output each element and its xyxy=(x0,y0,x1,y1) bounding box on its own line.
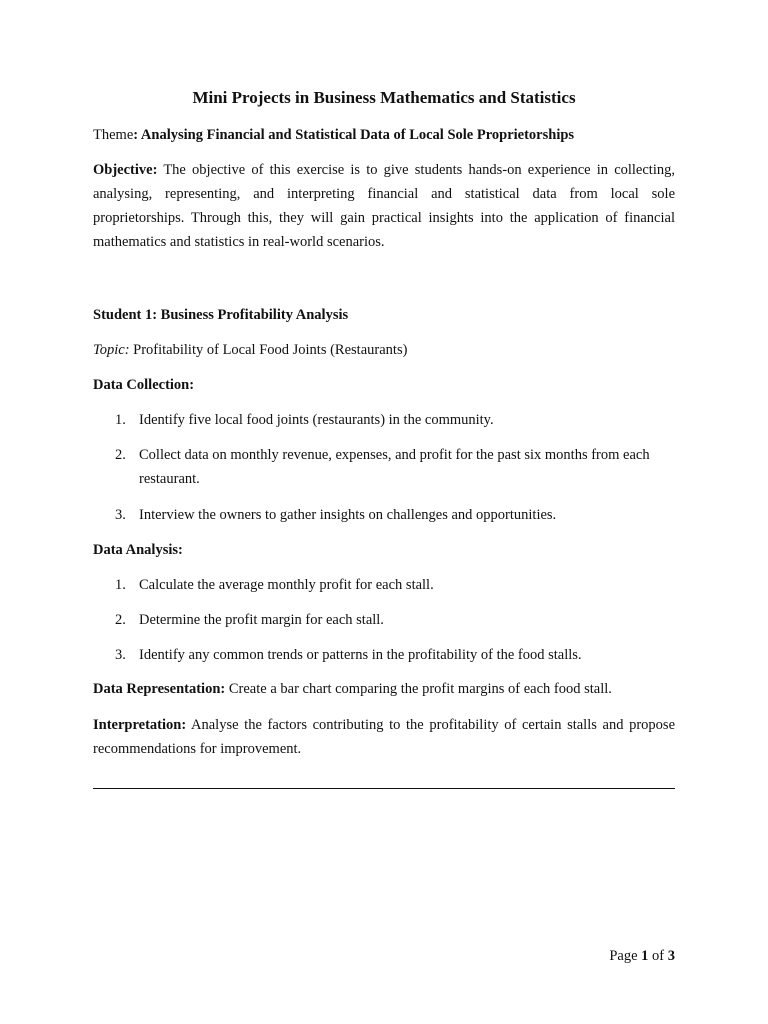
page-word: Page xyxy=(609,948,642,964)
section-divider xyxy=(93,788,675,789)
list-item-text: Collect data on monthly revenue, expenses, and profit for the past six months from each restaurant. xyxy=(139,447,650,487)
theme-label: Theme xyxy=(93,127,134,143)
data-representation-label: Data Representation: xyxy=(93,681,226,697)
list-item xyxy=(115,573,675,597)
theme-value: : Analysing Financial and Statistical Data of Local Sole Proprietorships xyxy=(133,127,575,143)
objective-label: Objective: xyxy=(93,162,158,178)
list-item xyxy=(115,503,675,527)
theme-line xyxy=(93,123,675,147)
data-analysis-heading: Data Analysis: xyxy=(93,542,183,558)
list-item-text: Determine the profit margin for each stall. xyxy=(139,612,384,628)
list-item-number: 2. xyxy=(115,612,126,628)
document-title: Mini Projects in Business Mathematics and Statistics xyxy=(192,88,576,107)
topic-label: Topic: xyxy=(93,342,130,358)
interpretation-label: Interpretation: xyxy=(93,717,187,733)
list-item-number: 3. xyxy=(115,507,126,523)
current-page: 1 xyxy=(641,948,649,964)
page-number xyxy=(609,944,675,968)
total-pages: 3 xyxy=(667,948,675,964)
objective-text: The objective of this exercise is to give students hands-on experience in collecting, analysing, representing, and interpreting financial and statistical data from local sole proprietorships. Through this, they will gain practical insights into the application of financial mathematics and statistics in real-world scenarios. xyxy=(93,162,675,250)
objective-paragraph xyxy=(93,158,675,254)
student-heading: Student 1: Business Profitability Analysis xyxy=(93,307,349,323)
list-item-number: 1. xyxy=(115,412,126,428)
list-item xyxy=(115,408,675,432)
interpretation-text: Analyse the factors contributing to the profitability of certain stalls and propose recommendations for improvement. xyxy=(93,717,675,757)
list-item xyxy=(115,443,675,491)
list-item xyxy=(115,608,675,632)
topic-line xyxy=(93,338,675,362)
list-item-number: 2. xyxy=(115,447,126,463)
list-item-text: Identify any common trends or patterns in the profitability of the food stalls. xyxy=(139,647,582,663)
list-item-number: 3. xyxy=(115,647,126,663)
data-representation-line xyxy=(93,677,675,701)
list-item-number: 1. xyxy=(115,577,126,593)
data-representation-text: Create a bar chart comparing the profit margins of each food stall. xyxy=(225,681,612,697)
list-item xyxy=(115,643,675,667)
interpretation-paragraph xyxy=(93,713,675,761)
list-item-text: Interview the owners to gather insights on challenges and opportunities. xyxy=(139,507,557,523)
list-item-text: Identify five local food joints (restaurants) in the community. xyxy=(139,412,494,428)
of-word: of xyxy=(648,948,668,964)
topic-text: Profitability of Local Food Joints (Restaurants) xyxy=(129,342,408,358)
list-item-text: Calculate the average monthly profit for each stall. xyxy=(139,577,434,593)
data-collection-heading: Data Collection: xyxy=(93,377,195,393)
